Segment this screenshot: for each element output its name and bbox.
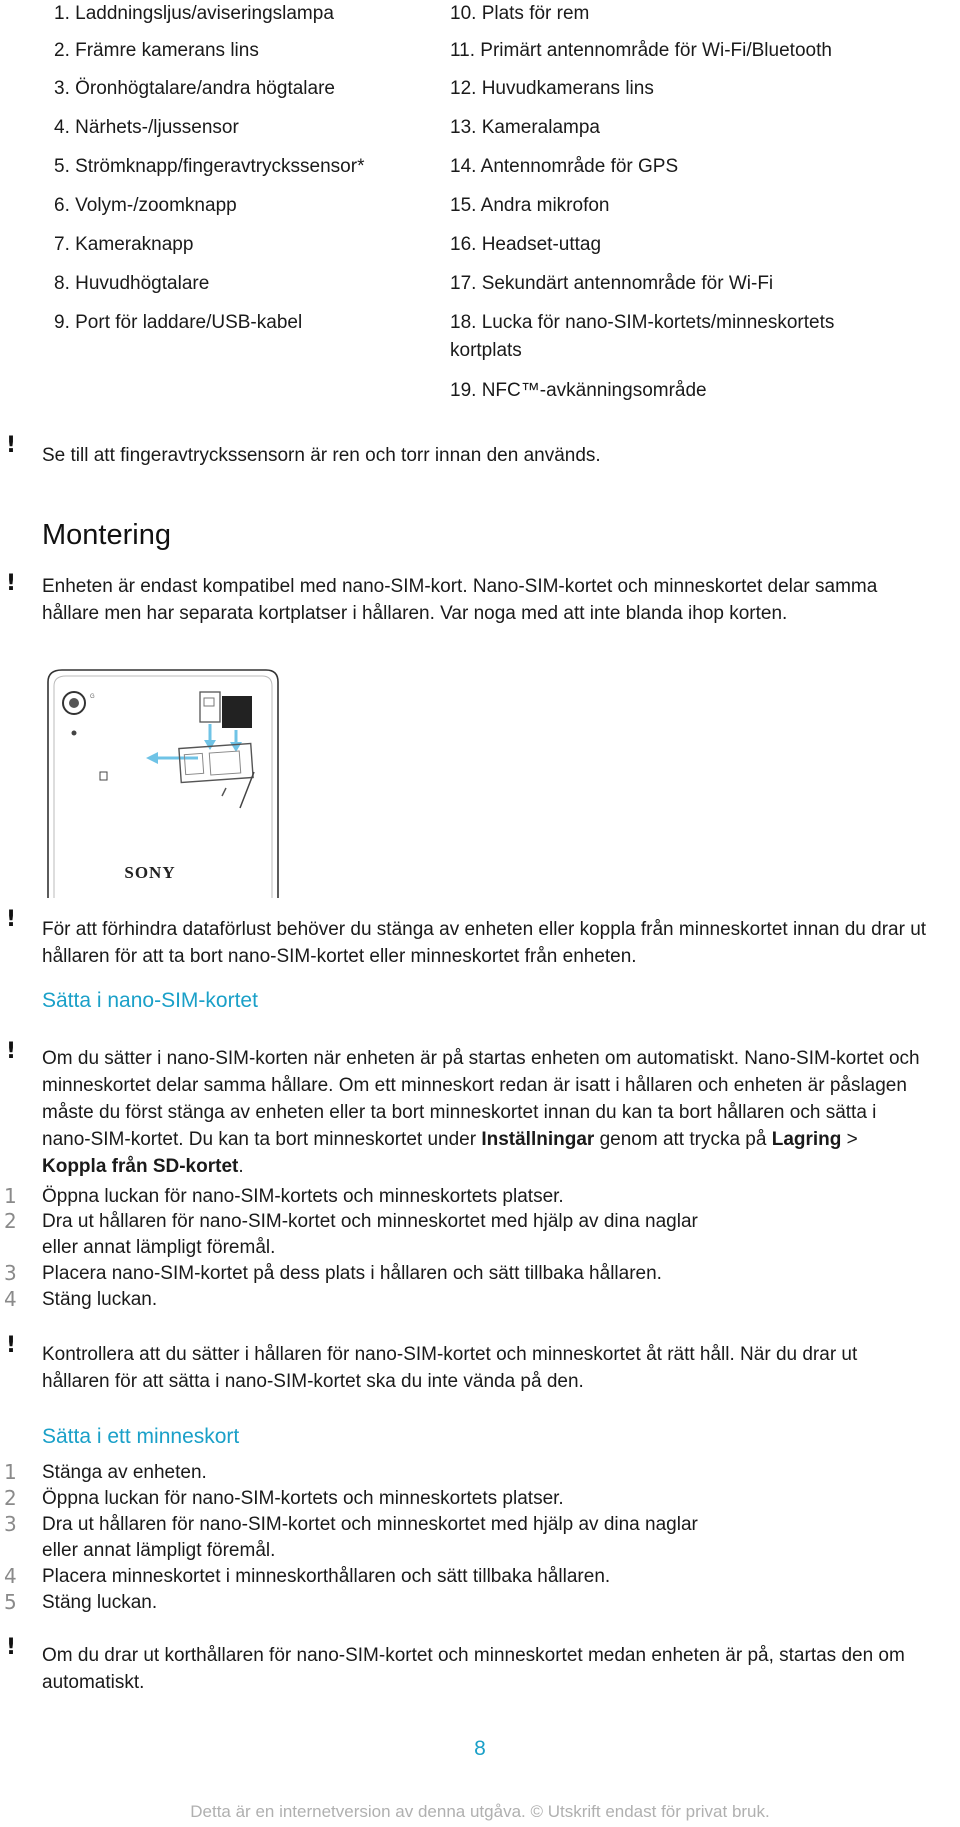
part-item: 14. Antennområde för GPS bbox=[450, 156, 679, 177]
note-dataloss: För att förhindra dataförlust behöver du stänga av enheten eller koppla från minneskortet innan du drar ut hållaren för att ta bort nano-SIM-kortet eller minneskortet från enheten. bbox=[42, 919, 927, 967]
step-text: Placera nano-SIM-kortet på dess plats i hållaren och sätt tillbaka hållaren. bbox=[42, 1263, 662, 1284]
step-number: 4 bbox=[4, 1287, 17, 1311]
step-text: Placera minneskortet i minneskorthållaren och sätt tillbaka hållaren. bbox=[42, 1566, 611, 1587]
step-number: 4 bbox=[4, 1564, 17, 1588]
nfc-mark-icon bbox=[100, 772, 107, 780]
note-restart bbox=[42, 1045, 927, 1180]
camera-lens-center bbox=[69, 698, 79, 708]
note-fingerprint: Se till att fingeravtryckssensorn är ren och torr innan den används. bbox=[42, 445, 601, 466]
part-item: 10. Plats för rem bbox=[450, 3, 590, 24]
nano-sim-icon bbox=[200, 692, 220, 722]
page-number: 8 bbox=[474, 1737, 486, 1760]
part-item: 15. Andra mikrofon bbox=[450, 195, 610, 216]
memory-card-icon bbox=[222, 696, 252, 728]
step-number: 1 bbox=[4, 1184, 17, 1208]
warning-icon: ! bbox=[6, 1039, 17, 1064]
step-text: Stäng luckan. bbox=[42, 1289, 158, 1310]
step-text: eller annat lämpligt föremål. bbox=[42, 1540, 276, 1561]
step-text: Öppna luckan för nano-SIM-kortets och minneskortets platser. bbox=[42, 1488, 564, 1509]
flash-icon bbox=[72, 731, 77, 736]
part-item: 3. Öronhögtalare/andra högtalare bbox=[54, 78, 335, 99]
part-item: 2. Främre kamerans lins bbox=[54, 40, 259, 61]
part-item: 7. Kameraknapp bbox=[54, 234, 194, 255]
part-item: 12. Huvudkamerans lins bbox=[450, 78, 654, 99]
step-number: 2 bbox=[4, 1209, 17, 1233]
step-number: 3 bbox=[4, 1261, 17, 1285]
section-title-memcard: Sätta i ett minneskort bbox=[42, 1425, 240, 1448]
page-footer: Detta är en internetversion av denna utgåva. © Utskrift endast för privat bruk. bbox=[190, 1802, 770, 1821]
step-text: Stäng luckan. bbox=[42, 1592, 158, 1613]
part-item: 16. Headset-uttag bbox=[450, 234, 602, 255]
part-item: 1. Laddningsljus/aviseringslampa bbox=[54, 3, 334, 24]
part-item: 18. Lucka för nano-SIM-kortets/minneskortets bbox=[450, 312, 835, 333]
warning-icon: ! bbox=[6, 1333, 17, 1358]
part-item: 11. Primärt antennområde för Wi-Fi/Bluetooth bbox=[450, 40, 832, 61]
link-installningar: Inställningar bbox=[481, 1129, 595, 1150]
step-text: Dra ut hållaren för nano-SIM-kortet och minneskortet med hjälp av dina naglar bbox=[42, 1211, 698, 1232]
svg-text:G: G bbox=[90, 694, 95, 700]
part-item: 9. Port för laddare/USB-kabel bbox=[54, 312, 303, 333]
section-title-nanosim: Sätta i nano-SIM-kortet bbox=[42, 989, 258, 1012]
part-item: 19. NFC™-avkänningsområde bbox=[450, 380, 707, 401]
note-orientation: Kontrollera att du sätter i hållaren för nano-SIM-kortet och minneskortet åt rätt håll. När du drar ut hållaren för att sätta i nano-SIM-kortet ska du inte vända på den. bbox=[42, 1344, 858, 1392]
step-number: 5 bbox=[4, 1590, 17, 1614]
sim-tray-icon bbox=[179, 744, 253, 783]
step-text: eller annat lämpligt föremål. bbox=[42, 1237, 276, 1258]
warning-icon: ! bbox=[6, 907, 17, 932]
section-title-montering: Montering bbox=[42, 519, 171, 551]
sony-logo: SONY bbox=[124, 863, 176, 882]
step-text: Dra ut hållaren för nano-SIM-kortet och minneskortet med hjälp av dina naglar bbox=[42, 1514, 698, 1535]
period: . bbox=[238, 1156, 244, 1177]
part-item: kortplats bbox=[450, 340, 522, 361]
warning-icon: ! bbox=[6, 1635, 17, 1660]
note-autorestart: Om du drar ut korthållaren för nano-SIM-kortet och minneskortet medan enheten är på, startas den om automatiskt. bbox=[42, 1645, 905, 1693]
link-koppla-fran-sd: Koppla från SD-kortet bbox=[42, 1156, 239, 1177]
part-item: 5. Strömknapp/fingeravtryckssensor* bbox=[54, 156, 365, 177]
step-number: 3 bbox=[4, 1512, 17, 1536]
phone-sim-tray-illustration bbox=[40, 668, 300, 898]
part-item: 6. Volym-/zoomknapp bbox=[54, 195, 237, 216]
step-number: 1 bbox=[4, 1460, 17, 1484]
link-lagring: Lagring bbox=[771, 1129, 842, 1150]
part-item: 13. Kameralampa bbox=[450, 117, 600, 138]
warning-icon: ! bbox=[6, 571, 17, 596]
part-item: 4. Närhets-/ljussensor bbox=[54, 117, 239, 138]
note-restart-text: genom att trycka på bbox=[594, 1129, 772, 1150]
warning-icon: ! bbox=[6, 433, 17, 458]
part-item: 17. Sekundärt antennområde för Wi-Fi bbox=[450, 273, 774, 294]
note-restart-text: Om du sätter i nano-SIM-korten när enheten är på startas enheten om automatiskt. Nano-SIM-kortet och minneskortet delar samma hållare. Om ett minneskort redan är isatt i hållaren och enheten är påslagen måste du först stänga av enheten eller ta bort minneskortet innan du kan ta bort hållaren och sätta i nano-SIM-kortet. Du kan ta bort minneskortet under bbox=[42, 1048, 920, 1150]
step-text: Stänga av enheten. bbox=[42, 1462, 207, 1483]
part-item: 8. Huvudhögtalare bbox=[54, 273, 210, 294]
note-compat: Enheten är endast kompatibel med nano-SIM-kort. Nano-SIM-kortet och minneskortet delar samma hållare men har separata kortplatser i hållaren. Var noga med att inte blanda ihop korten. bbox=[42, 576, 878, 624]
step-text: Öppna luckan för nano-SIM-kortets och minneskortets platser. bbox=[42, 1186, 564, 1207]
separator: > bbox=[841, 1129, 858, 1150]
step-number: 2 bbox=[4, 1486, 17, 1510]
